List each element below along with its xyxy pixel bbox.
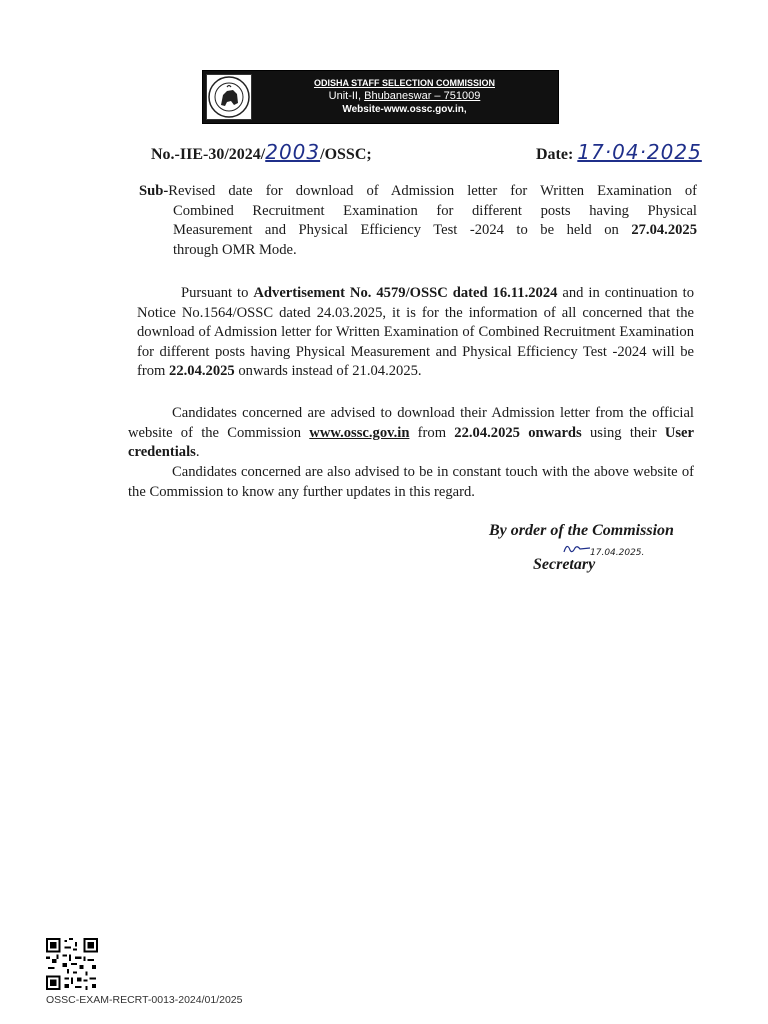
header-banner — [202, 70, 559, 124]
reference-number: No.-IIE-30/2024/2003/OSSC; — [151, 140, 372, 164]
commission-website: Website-www.ossc.gov.in, — [342, 104, 467, 115]
notice-paragraph-1: Pursuant to Advertisement No. 4579/OSSC dated 16.11.2024 and in continuation to Notice No.1564/OSSC dated 24.03.2025, it is for the information of all concerned that the download of Admission letter for Written Examination of Combined Recruitment Examination for different posts having Physical Measurement and Physical Efficiency Test -2024 will be from 22.04.2025 onwards instead of 21.04.2025. — [137, 285, 695, 379]
secretary-designation: Secretary — [533, 556, 596, 573]
notice-paragraph-3: Candidates concerned are also advised to be in constant touch with the above website of the Commission to know any further updates in this regard. — [128, 464, 694, 500]
odisha-seal-icon — [206, 74, 252, 120]
commission-name: ODISHA STAFF SELECTION COMMISSION — [313, 78, 495, 88]
ossc-website-link[interactable]: www.ossc.gov.in — [309, 424, 410, 441]
letter-date: Date: 17·04·2025 — [536, 140, 702, 164]
handwritten-date: 17·04·2025 — [577, 140, 702, 164]
handwritten-number: 2003 — [265, 140, 321, 164]
by-order-line: By order of the Commission — [489, 522, 674, 539]
signature-date: 17.04.2025. — [590, 548, 645, 558]
commission-address: Unit-II, Bhubaneswar – 751009 — [328, 90, 481, 102]
notice-paragraph-2: Candidates concerned are advised to download their Admission letter from the official website of the Commission www.ossc.gov.in from 22.04.2025 onwards using their User credentials. — [128, 405, 694, 460]
subject-label: Sub- — [139, 183, 169, 199]
signature-scrawl — [562, 540, 592, 556]
subject-block: Sub- Revised date for download of Admission letter for Written Examination of Combined Recruitment Examination for different posts having Physical Measurement and Physical Efficiency Test -2024 to be held on 27.04.2025 through OMR Mode. — [139, 183, 697, 258]
document-code: OSSC-EXAM-RECRT-0013-2024/01/2025 — [46, 994, 243, 1006]
qr-code-icon — [46, 938, 98, 990]
